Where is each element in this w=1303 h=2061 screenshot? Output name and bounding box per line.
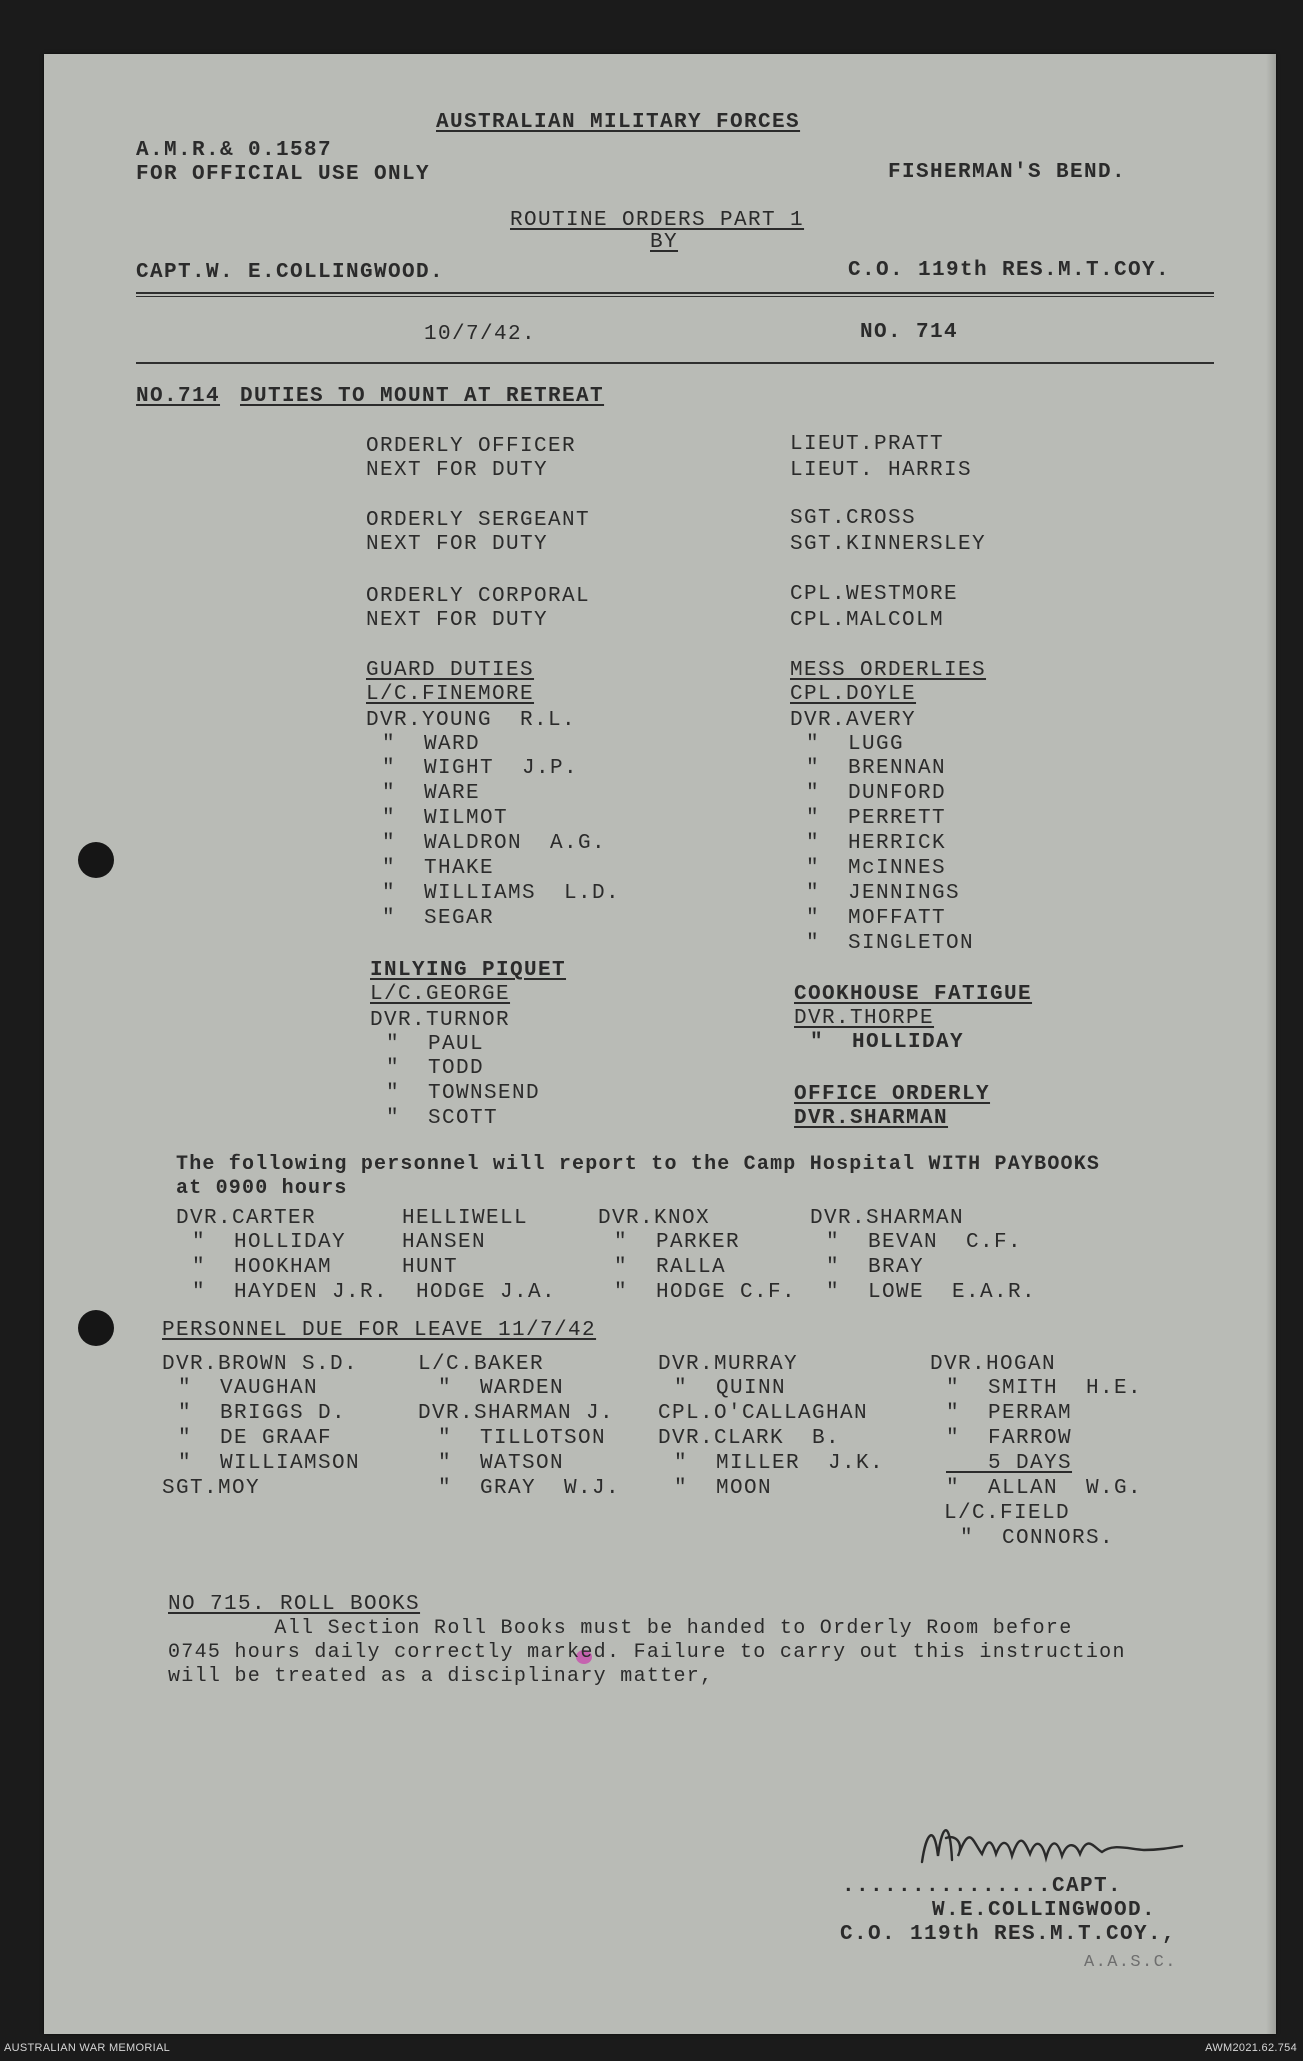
leave-person: " WILLIAMSON <box>178 1452 361 1475</box>
duty-name: CPL.WESTMORE <box>790 583 959 606</box>
piquet-member: DVR.TURNOR <box>370 1009 511 1032</box>
guard-leader: L/C.FINEMORE <box>366 683 535 706</box>
hospital-person: HUNT <box>402 1256 459 1279</box>
hospital-person: " BEVAN C.F. <box>826 1231 1023 1254</box>
mess-member: " LUGG <box>806 733 905 756</box>
hospital-person: HANSEN <box>402 1231 487 1254</box>
guard-member: " WILLIAMS L.D. <box>382 882 621 905</box>
office-leader: DVR.SHARMAN <box>794 1107 949 1130</box>
piquet-member: " TOWNSEND <box>386 1082 541 1105</box>
piquet-heading: INLYING PIQUET <box>370 959 567 982</box>
form-reference: A.M.R.& 0.1587 <box>136 139 333 162</box>
piquet-member: " TODD <box>386 1057 485 1080</box>
leave-person: " PERRAM <box>946 1402 1073 1425</box>
guard-member: " WARE <box>382 782 481 805</box>
hospital-person: " HAYDEN J.R. <box>192 1281 389 1304</box>
hospital-instruction-line1: The following personnel will report to the Camp Hospital WITH PAYBOOKS <box>176 1153 1101 1176</box>
leave-person: DVR.BROWN S.D. <box>162 1353 359 1376</box>
roll-books-text: 0745 hours daily correctly marked. Failure to carry out this instruction <box>168 1641 1126 1664</box>
mess-member: DVR.AVERY <box>790 709 917 732</box>
leave-person: " CONNORS. <box>946 1527 1115 1550</box>
hospital-person: HODGE J.A. <box>416 1281 557 1304</box>
roll-books-heading: NO 715. ROLL BOOKS <box>168 1593 421 1616</box>
roll-books-text: All Section Roll Books must be handed to Orderly Room before <box>168 1617 1073 1640</box>
hospital-person: DVR.SHARMAN <box>810 1207 965 1230</box>
duty-name: CPL.MALCOLM <box>790 609 945 632</box>
order-title: ROUTINE ORDERS PART 1 <box>510 209 805 232</box>
duty-name: LIEUT. HARRIS <box>790 459 973 482</box>
guard-member: " WIGHT J.P. <box>382 757 579 780</box>
mess-member: " SINGLETON <box>806 932 975 955</box>
hospital-instruction-line2: at 0900 hours <box>176 1177 348 1200</box>
hospital-person: " HODGE C.F. <box>614 1281 797 1304</box>
hospital-person: DVR.CARTER <box>176 1207 317 1230</box>
duty-name: SGT.CROSS <box>790 507 917 530</box>
leave-person: " ALLAN W.G. <box>946 1477 1143 1500</box>
leave-person: " QUINN <box>674 1377 787 1400</box>
leave-person: DVR.MURRAY <box>658 1353 799 1376</box>
guard-member: " WALDRON A.G. <box>382 832 607 855</box>
leave-person: DVR.HOGAN <box>930 1353 1057 1376</box>
leave-duration-note: 5 DAYS <box>946 1452 1073 1475</box>
leave-person: " MILLER J.K. <box>674 1452 885 1475</box>
official-use-label: FOR OFFICIAL USE ONLY <box>136 163 431 186</box>
mess-member: " PERRETT <box>806 807 947 830</box>
cookhouse-heading: COOKHOUSE FATIGUE <box>794 983 1033 1006</box>
punch-hole-top <box>78 842 114 878</box>
leave-person: L/C.BAKER <box>418 1353 545 1376</box>
duty-name: SGT.KINNERSLEY <box>790 533 987 556</box>
leave-person: " WATSON <box>438 1452 565 1475</box>
leave-person: SGT.MOY <box>162 1477 261 1500</box>
hospital-person: " RALLA <box>614 1256 727 1279</box>
leave-person: " DE GRAAF <box>178 1427 333 1450</box>
piquet-member: " SCOTT <box>386 1107 499 1130</box>
leave-heading: PERSONNEL DUE FOR LEAVE 11/7/42 <box>162 1319 597 1342</box>
duty-role: ORDERLY SERGEANT <box>366 509 591 532</box>
issuer-name: CAPT.W. E.COLLINGWOOD. <box>136 261 445 284</box>
footer-credit: AUSTRALIAN WAR MEMORIAL <box>4 2042 171 2054</box>
header-rule-bottom <box>136 362 1214 364</box>
mess-member: " JENNINGS <box>806 882 961 905</box>
leave-person: L/C.FIELD <box>944 1502 1071 1525</box>
leave-person: " FARROW <box>946 1427 1073 1450</box>
mess-member: " DUNFORD <box>806 782 947 805</box>
mess-member: " HERRICK <box>806 832 947 855</box>
mess-member: " McINNES <box>806 857 947 880</box>
hospital-person: " PARKER <box>614 1231 741 1254</box>
leave-person: " MOON <box>674 1477 773 1500</box>
signature-dots: ...............CAPT. <box>842 1875 1123 1898</box>
header-rule-second <box>136 296 1214 297</box>
leave-person: " TILLOTSON <box>438 1427 607 1450</box>
mess-leader: CPL.DOYLE <box>790 683 917 706</box>
corps-stamp: A.A.S.C. <box>1084 1953 1177 1972</box>
duty-role: ORDERLY CORPORAL <box>366 585 591 608</box>
mess-heading: MESS ORDERLIES <box>790 659 987 682</box>
duties-heading-number: NO.714 <box>136 385 221 408</box>
hospital-person: DVR.KNOX <box>598 1207 711 1230</box>
order-title-by: BY <box>650 231 679 254</box>
leave-person: " GRAY W.J. <box>438 1477 621 1500</box>
leave-person: CPL.O'CALLAGHAN <box>658 1402 869 1425</box>
hospital-person: " LOWE E.A.R. <box>826 1281 1037 1304</box>
mess-member: " BRENNAN <box>806 757 947 780</box>
unit-name: C.O. 119th RES.M.T.COY. <box>848 259 1171 282</box>
footer-accession-number: AWM2021.62.754 <box>1205 2042 1297 2054</box>
order-date: 10/7/42. <box>424 323 537 346</box>
leave-person: " WARDEN <box>438 1377 565 1400</box>
hospital-person: HELLIWELL <box>402 1207 529 1230</box>
guard-member: " THAKE <box>382 857 495 880</box>
signatory-unit: C.O. 119th RES.M.T.COY., <box>840 1923 1177 1946</box>
roll-books-text: will be treated as a disciplinary matter, <box>168 1665 714 1688</box>
hospital-person: " HOOKHAM <box>192 1256 333 1279</box>
location-label: FISHERMAN'S BEND. <box>888 161 1127 184</box>
leave-person: " SMITH H.E. <box>946 1377 1143 1400</box>
duty-name: LIEUT.PRATT <box>790 433 945 456</box>
cookhouse-leader: DVR.THORPE <box>794 1007 935 1030</box>
guard-member: " WARD <box>382 733 481 756</box>
leave-person: " BRIGGS D. <box>178 1402 347 1425</box>
guard-member: " WILMOT <box>382 807 509 830</box>
piquet-leader: L/C.GEORGE <box>370 983 511 1006</box>
leave-person: " VAUGHAN <box>178 1377 319 1400</box>
piquet-member: " PAUL <box>386 1033 485 1056</box>
mess-member: " MOFFATT <box>806 907 947 930</box>
hospital-person: " BRAY <box>826 1256 925 1279</box>
order-number: NO. 714 <box>860 321 959 344</box>
punch-hole-bottom <box>78 1310 114 1346</box>
guard-member: " SEGAR <box>382 907 495 930</box>
handwritten-signature <box>912 1804 1212 1884</box>
document-sheet <box>44 54 1276 2034</box>
guard-member: DVR.YOUNG R.L. <box>366 709 577 732</box>
duty-role: NEXT FOR DUTY <box>366 533 549 556</box>
leave-person: DVR.SHARMAN J. <box>418 1402 615 1425</box>
duty-role: NEXT FOR DUTY <box>366 459 549 482</box>
office-heading: OFFICE ORDERLY <box>794 1083 991 1106</box>
duty-role: NEXT FOR DUTY <box>366 609 549 632</box>
leave-person: DVR.CLARK B. <box>658 1427 841 1450</box>
signatory-name: W.E.COLLINGWOOD. <box>932 1899 1157 1922</box>
cookhouse-member: " HOLLIDAY <box>810 1031 965 1054</box>
header-rule-top <box>136 292 1214 294</box>
duty-role: ORDERLY OFFICER <box>366 435 577 458</box>
forces-heading: AUSTRALIAN MILITARY FORCES <box>436 111 801 134</box>
hospital-person: " HOLLIDAY <box>192 1231 347 1254</box>
duties-heading: DUTIES TO MOUNT AT RETREAT <box>240 385 605 408</box>
guard-heading: GUARD DUTIES <box>366 659 535 682</box>
